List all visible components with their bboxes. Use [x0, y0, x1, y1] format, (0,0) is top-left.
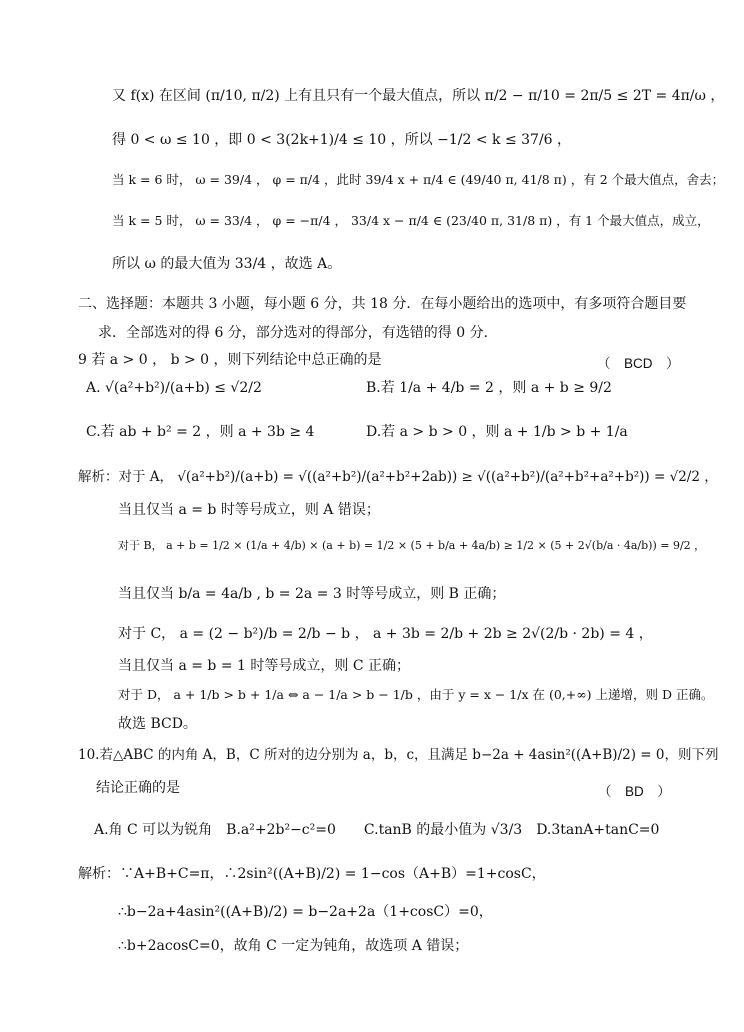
- section-heading: 求．全部选对的得 6 分，部分选对的得部分，有选错的得 0 分．: [98, 325, 498, 341]
- option-d: D.若 a > b > 0 ，则 a + 1/b > b + 1/a: [366, 424, 628, 440]
- solution-line: 当且仅当 a = b 时等号成立，则 A 错误；: [118, 502, 380, 518]
- question-stem: 结论正确的是: [96, 780, 180, 796]
- solution-line: 解析：对于 A， √(a²+b²)/(a+b) = √((a²+b²)/(a²+b²+2ab)) ≥ √((a²+b²)/(a²+b²+a²+b²)) = √2/2 ，: [78, 469, 718, 485]
- option-c: C.若 ab + b² = 2 ，则 a + 3b ≥ 4: [86, 424, 315, 440]
- question-stem: 10.若△ABC 的内角 A，B，C 所对的边分别为 a，b，c，且满足 b−2a + 4asin²((A+B)/2) = 0，则下列: [78, 747, 719, 763]
- text-line: 又 f(x) 在区间 (π/10, π/2) 上有且只有一个最大值点，所以 π/2 − π/10 = 2π/5 ≤ 2T = 4π/ω ，: [112, 88, 725, 104]
- solution-line: 当且仅当 b/a = 4a/b , b = 2a = 3 时等号成立，则 B 正确；: [118, 586, 506, 602]
- solution-line: 对于 B， a + b = 1/2 × (1/a + 4/b) × (a + b) = 1/2 × (5 + b/a + 4a/b) ≥ 1/2 × (5 + 2√(b/a · 4a/b)) = 9/2 ，: [118, 539, 706, 552]
- question-stem: 9 若 a > 0 ， b > 0 ，则下列结论中总正确的是: [78, 352, 382, 368]
- section-heading: 二、选择题：本题共 3 小题，每小题 6 分，共 18 分．在每小题给出的选项中，有多项符合题目要: [78, 296, 687, 312]
- solution-line: 解析：∵A+B+C=π，∴2sin²((A+B)/2) = 1−cos（A+B）=1+cosC，: [78, 866, 546, 882]
- solution-line: ∴b−2a+4asin²((A+B)/2) = b−2a+2a（1+cosC）=0，: [118, 904, 493, 920]
- text-line: 所以 ω 的最大值为 33/4 ，故选 A。: [112, 256, 342, 272]
- option-b: B.若 1/a + 4/b = 2 ，则 a + b ≥ 9/2: [366, 380, 612, 396]
- text-line: 当 k = 6 时， ω = 39/4 ， φ = π/4 ，此时 39/4 x + π/4 ∈ (49/40 π, 41/8 π) ，有 2 个最大值点，舍去；: [112, 172, 725, 187]
- solution-line: ∴b+2acosC=0，故角 C 一定为钝角，故选项 A 错误；: [118, 938, 469, 954]
- solution-line: 对于 D， a + 1/b > b + 1/a ⇔ a − 1/a > b − 1/b ，由于 y = x − 1/x 在 (0,+∞) 上递增，则 D 正确。: [118, 687, 714, 702]
- option-a: A. √(a²+b²)/(a+b) ≤ √2/2: [86, 380, 262, 396]
- text-line: 当 k = 5 时， ω = 33/4 ， φ = −π/4 ， 33/4 x − π/4 ∈ (23/40 π, 31/8 π) ，有 1 个最大值点，成立，: [112, 213, 710, 228]
- answer-key: （ BD ）: [598, 784, 671, 799]
- solution-line: 对于 C， a = (2 − b²)/b = 2/b − b ， a + 3b = 2/b + 2b ≥ 2√(2/b · 2b) = 4 ，: [118, 626, 653, 642]
- options-row: A.角 C 可以为锐角 B.a²+2b²−c²=0 C.tanB 的最小值为 √3/3 D.3tanA+tanC=0: [94, 822, 660, 838]
- solution-line: 当且仅当 a = b = 1 时等号成立，则 C 正确；: [118, 658, 410, 674]
- solution-line: 故选 BCD。: [118, 716, 197, 732]
- answer-key: （ BCD ）: [597, 356, 680, 371]
- text-line: 得 0 < ω ≤ 10 ，即 0 < 3(2k+1)/4 ≤ 10 ，所以 −1/2 < k ≤ 37/6 ，: [112, 132, 572, 148]
